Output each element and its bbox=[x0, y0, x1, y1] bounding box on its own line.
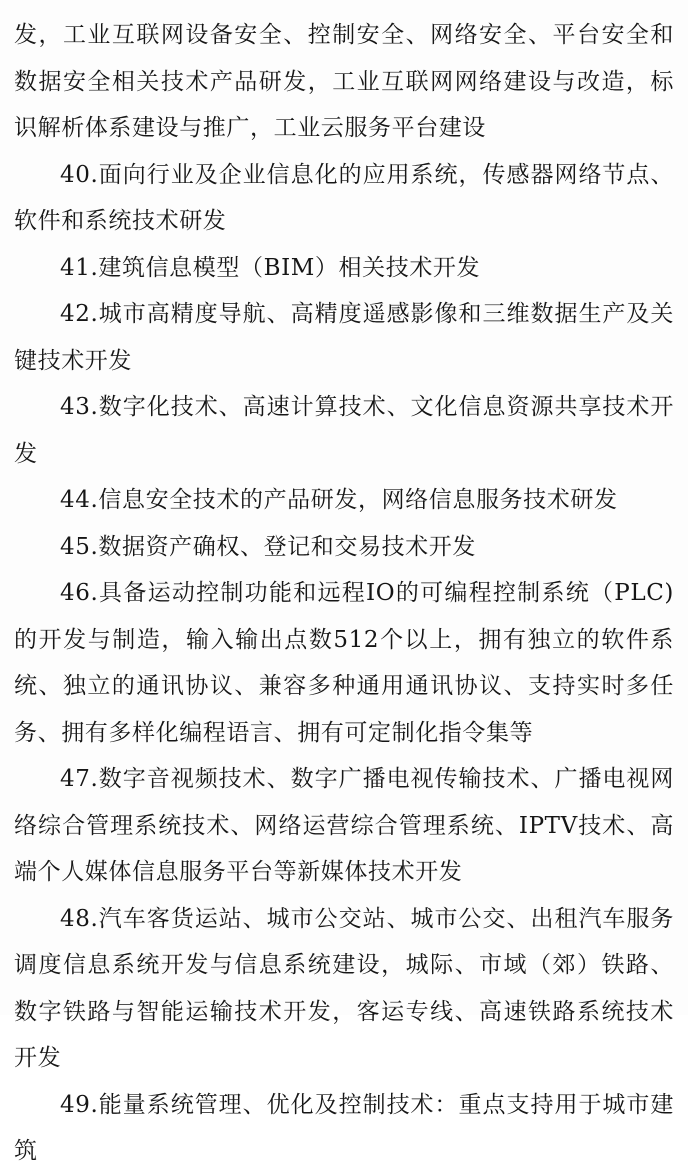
paragraph-item-44: 44.信息安全技术的产品研发，网络信息服务技术研发 bbox=[60, 487, 618, 513]
paragraph-item-48: 48.汽车客货运站、城市公交站、城市公交、出租汽车服务调度信息系统开发与信息系统建设，城际、市域（郊）铁路、数字铁路与智能运输技术开发，客运专线、高速铁路系统技术开发 bbox=[14, 905, 674, 1071]
paragraph-item-46: 46.具备运动控制功能和远程IO的可编程控制系统（PLC)的开发与制造，输入输出点数512个以上，拥有独立的软件系统、独立的通讯协议、兼容多种通用通讯协议、支持实时多任务、拥有多样化编程语言、拥有可定制化指令集等 bbox=[14, 580, 674, 746]
paragraph-item-40: 40.面向行业及企业信息化的应用系统，传感器网络节点、软件和系统技术研发 bbox=[14, 161, 674, 234]
paragraph-item-47: 47.数字音视频技术、数字广播电视传输技术、广播电视网络综合管理系统技术、网络运营综合管理系统、IPTV技术、高端个人媒体信息服务平台等新媒体技术开发 bbox=[14, 766, 674, 885]
paragraph-item-49: 49.能量系统管理、优化及控制技术：重点支持用于城市建筑 bbox=[14, 1091, 674, 1164]
paragraph-item-41: 41.建筑信息模型（BIM）相关技术开发 bbox=[60, 254, 481, 281]
paragraph-continuation: 发，工业互联网设备安全、控制安全、网络安全、平台安全和数据安全相关技术产品研发，工业互联网网络建设与改造，标识解析体系建设与推广，工业云服务平台建设 bbox=[14, 22, 674, 141]
paragraph-item-45: 45.数据资产确权、登记和交易技术开发 bbox=[60, 533, 476, 560]
document-body bbox=[14, 12, 674, 1175]
paragraph-item-42: 42.城市高精度导航、高精度遥感影像和三维数据生产及关键技术开发 bbox=[14, 301, 674, 374]
paragraph-item-43: 43.数字化技术、高速计算技术、文化信息资源共享技术开发 bbox=[14, 394, 674, 467]
